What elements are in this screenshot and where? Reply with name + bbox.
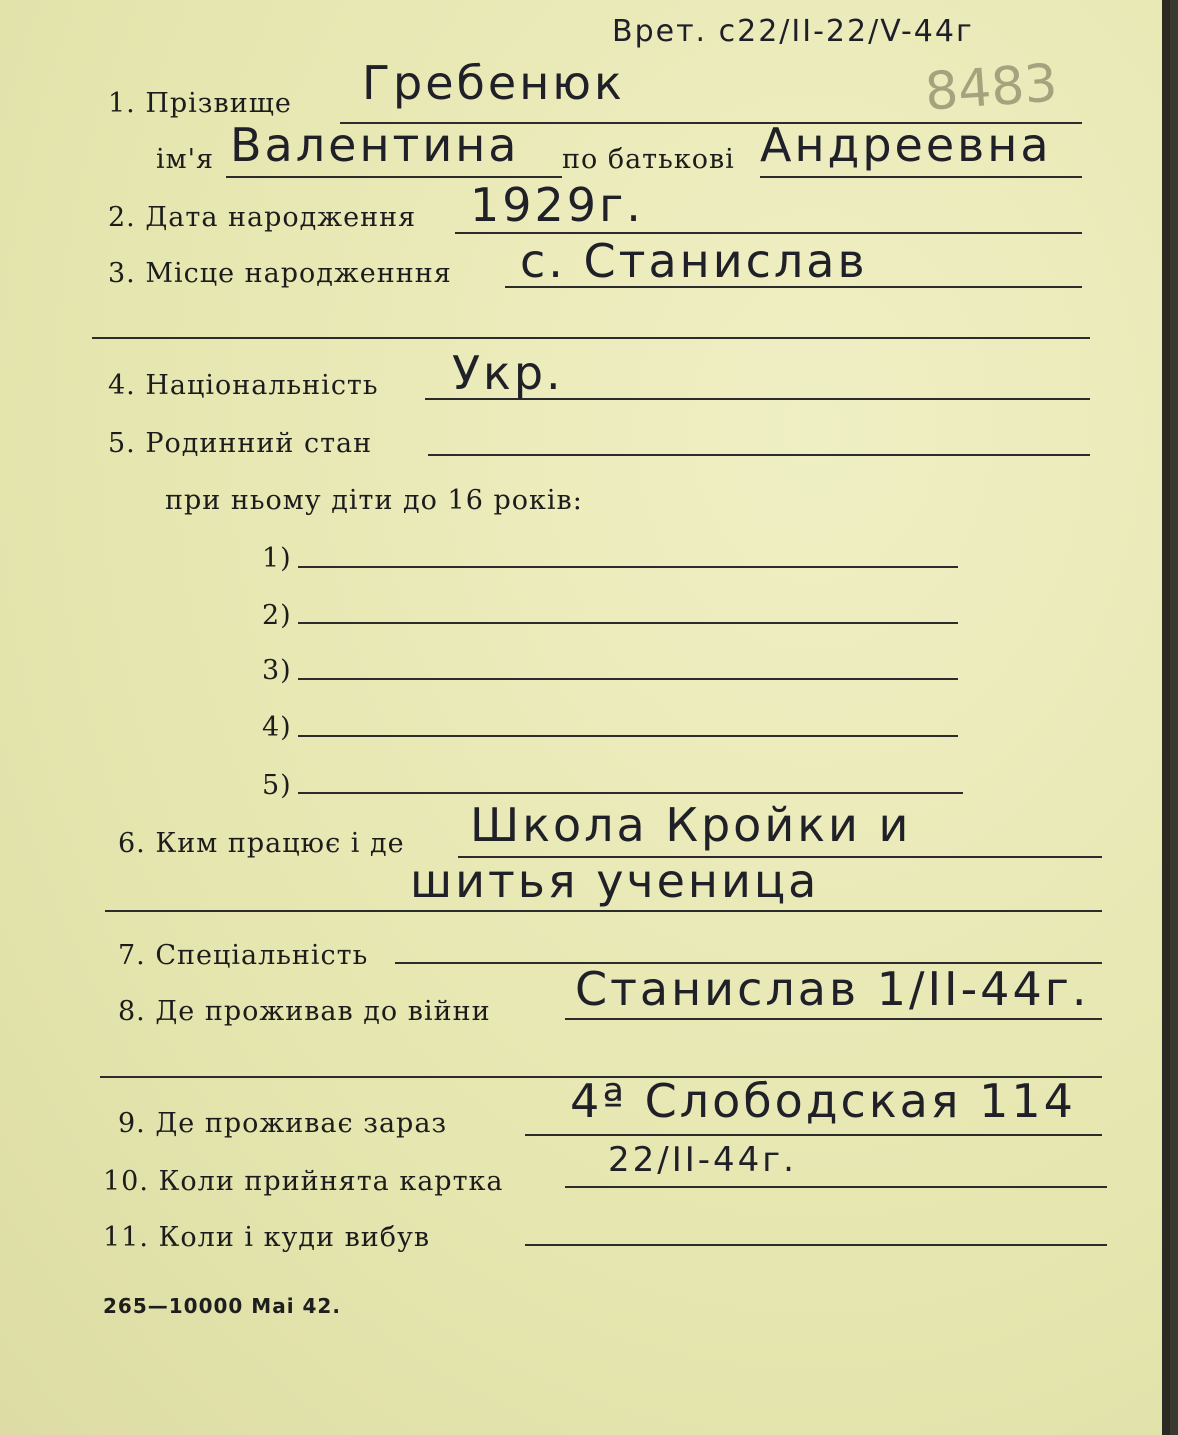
field-departure-line [525,1244,1107,1246]
field-surname-label: 1. Прізвище [108,88,292,119]
field-nationality-value: Укр. [452,346,564,400]
field-prewar-label: 8. Де проживав до війни [118,996,491,1027]
child-2-label: 2) [262,600,292,631]
field-work-value-1: Школа Кройки и [470,798,912,852]
child-3-line [298,678,958,680]
field-patronymic-value: Андреевна [760,118,1052,172]
field-specialty-label: 7. Спеціальність [118,940,369,971]
print-code: 265—10000 Mai 42. [103,1294,341,1318]
field-name-value: Валентина [230,118,520,172]
field-name-label: ім'я [156,144,215,175]
field-prewar-value: Станислав 1/II-44г. [575,962,1090,1016]
pencil-number: 8483 [923,53,1060,123]
field-card-date-value: 22/II-44г. [608,1140,797,1180]
field-current-address-value: 4ª Слободская 114 [570,1074,1076,1128]
field-prewar-line [565,1018,1102,1020]
field-patronymic-label: по батькові [562,144,735,175]
child-1-label: 1) [262,543,292,574]
field-patronymic-line [760,176,1082,178]
field-family-label: 5. Родинний стан [108,428,373,459]
field-surname-value: Гребенюк [362,56,625,110]
child-5-line [298,792,963,794]
child-4-line [298,735,958,737]
field-birthplace-value: с. Станислав [520,234,868,288]
field-birthplace-label: 3. Місце народженння [108,258,452,289]
field-birthdate-label: 2. Дата народження [108,202,417,233]
field-birthdate-value: 1929г. [470,178,644,232]
field-nationality-label: 4. Національність [108,370,379,401]
field-departure-label: 11. Коли і куди вибув [103,1222,431,1253]
child-4-label: 4) [262,712,292,743]
field-card-date-label: 10. Коли прийнята картка [103,1166,504,1197]
field-current-address-label: 9. Де проживає зараз [118,1108,448,1139]
child-5-label: 5) [262,770,292,801]
field-work-value-2: шитья ученица [410,854,820,908]
field-children-label: при ньому діти до 16 років: [165,485,583,516]
child-3-label: 3) [262,655,292,686]
header-note: Врет. с22/II-22/V-44г [612,14,974,49]
field-work-line-2 [105,910,1102,912]
field-family-line [428,454,1090,456]
field-current-address-line [525,1134,1102,1136]
child-2-line [298,622,958,624]
field-work-label: 6. Ким працює і де [118,828,405,859]
field-card-date-line [565,1186,1107,1188]
child-1-line [298,566,958,568]
field-birthplace-line-2 [92,337,1090,339]
